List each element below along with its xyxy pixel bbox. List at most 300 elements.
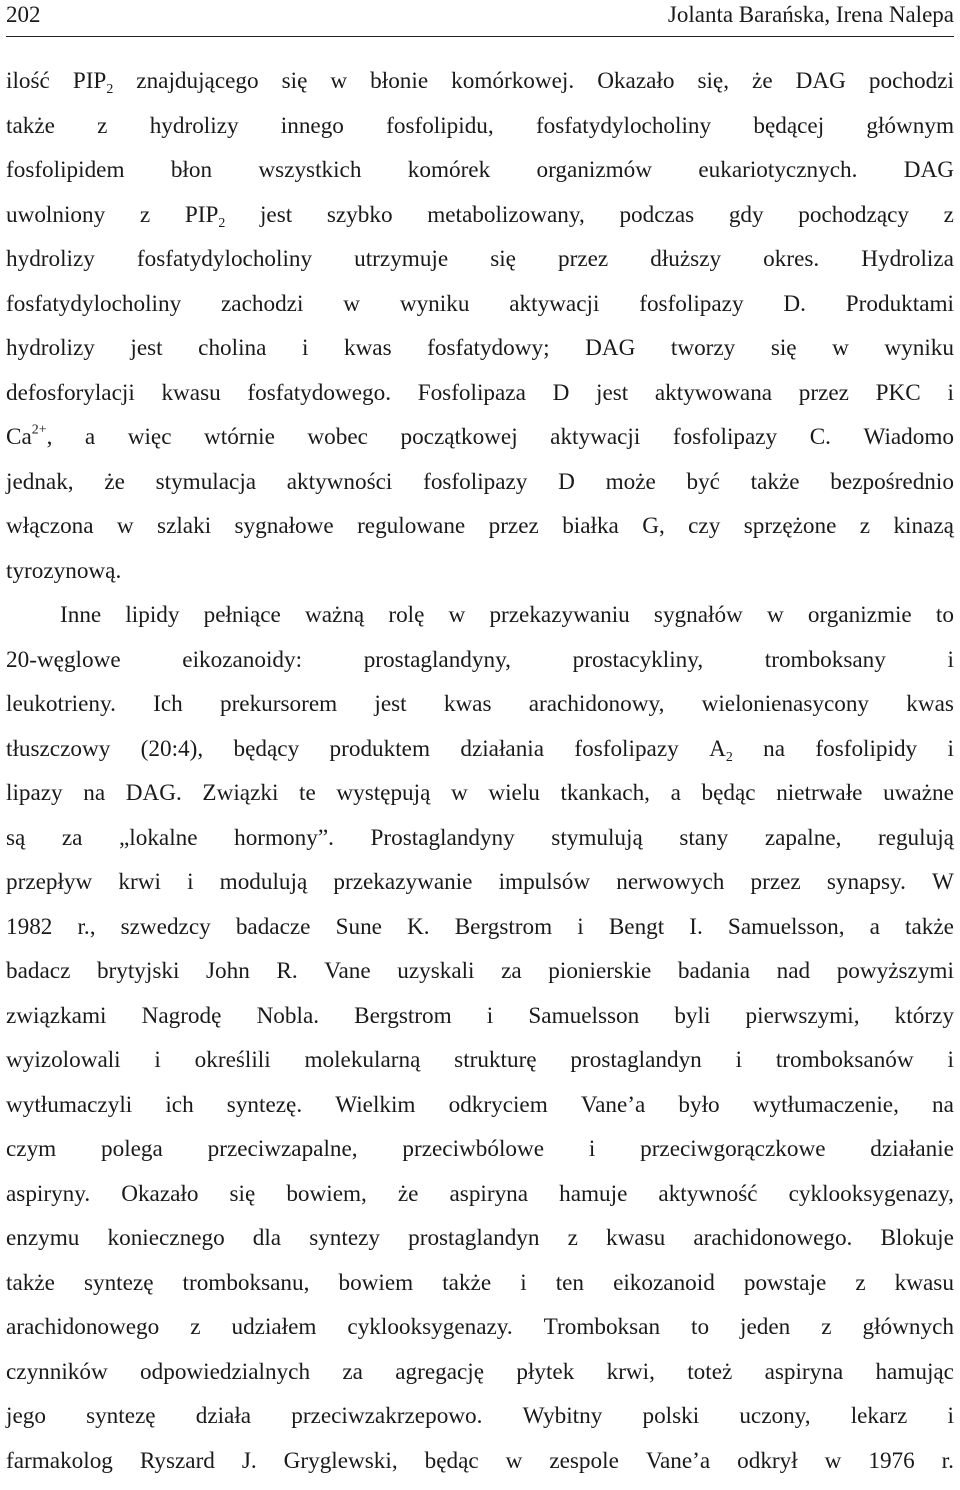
word: i xyxy=(948,645,954,690)
word: jest xyxy=(130,333,162,378)
word: DAG xyxy=(585,333,635,378)
word: na xyxy=(932,1090,954,1135)
word: byli xyxy=(674,1001,710,1046)
word: przepływ xyxy=(6,867,92,912)
word: włączona xyxy=(6,511,94,556)
word: Ich xyxy=(153,689,183,734)
word: syntezę. xyxy=(227,1090,302,1135)
word: czy xyxy=(688,511,720,556)
word: arachidonowy, xyxy=(529,689,665,734)
word: stany xyxy=(679,823,728,868)
word: sygnałów xyxy=(654,600,743,645)
word: fosfatydylocholiny xyxy=(6,289,181,334)
word: Sune xyxy=(336,912,382,957)
word: wielu xyxy=(488,778,540,823)
word: kwasu xyxy=(895,1268,954,1313)
word: $Ca^{2+}$, xyxy=(6,422,52,467)
word: i xyxy=(589,1134,595,1179)
word: to xyxy=(936,600,954,645)
word: Bengt xyxy=(609,912,664,957)
word: fosfolipazy xyxy=(574,734,678,779)
word: sprzężone xyxy=(744,511,837,556)
word: szlaki xyxy=(157,511,211,556)
text-line xyxy=(6,823,954,868)
text-line xyxy=(6,200,954,245)
word: Inne xyxy=(60,600,101,645)
text-line xyxy=(6,1090,954,1135)
word: w xyxy=(832,333,849,378)
word: koniecznego xyxy=(108,1223,225,1268)
word: W xyxy=(932,867,954,912)
word: było xyxy=(678,1090,719,1135)
word: się xyxy=(282,66,308,111)
word: się, xyxy=(697,66,729,111)
word: występują xyxy=(336,778,430,823)
word: hydrolizy xyxy=(150,111,239,156)
word: strukturę xyxy=(454,1045,536,1090)
word: aktywacji xyxy=(509,289,599,334)
word: i xyxy=(487,1001,493,1046)
word: fosfolipidem xyxy=(6,155,125,200)
word: PKC xyxy=(876,378,921,423)
word: dla xyxy=(253,1223,281,1268)
word: 20-węglowe xyxy=(6,645,121,690)
word: działania xyxy=(460,734,544,779)
word: fosfolipidu, xyxy=(386,111,494,156)
word: Ryszard xyxy=(140,1446,215,1490)
word: przeciwbólowe xyxy=(402,1134,544,1179)
word: „lokalne xyxy=(119,823,198,868)
word: odkryciem xyxy=(449,1090,548,1135)
word: impulsów xyxy=(499,867,590,912)
word: enzymu xyxy=(6,1223,79,1268)
word: głównych xyxy=(863,1312,954,1357)
word: Samuelsson, xyxy=(728,912,845,957)
word: jeden xyxy=(740,1312,790,1357)
word: będący xyxy=(234,734,300,779)
word: przez xyxy=(799,378,849,423)
word: r., xyxy=(77,912,95,957)
text-line xyxy=(6,467,954,512)
word: i xyxy=(948,734,954,779)
word: wielonienasycony xyxy=(702,689,869,734)
word: wszystkich xyxy=(258,155,361,200)
word: syntezy xyxy=(309,1223,380,1268)
word: bowiem xyxy=(338,1268,413,1313)
word: komórek xyxy=(408,155,490,200)
word: może xyxy=(606,467,656,512)
running-head-authors: Jolanta Barańska, Irena Nalepa xyxy=(668,2,954,28)
word: to xyxy=(691,1312,709,1357)
word: i xyxy=(577,912,583,957)
text-line xyxy=(6,1045,954,1090)
word: także xyxy=(905,912,954,957)
word: na xyxy=(83,778,105,823)
text-line xyxy=(6,289,954,334)
word: utrzymuje xyxy=(354,244,448,289)
word: wyizolowali xyxy=(6,1045,121,1090)
word: R. xyxy=(276,956,297,1001)
text-line xyxy=(6,689,954,734)
word: hydrolizy xyxy=(6,244,95,289)
word: Hydroliza xyxy=(861,244,954,289)
word: powyższymi xyxy=(837,956,954,1001)
word: i xyxy=(187,867,193,912)
word: defosforylacji xyxy=(6,378,135,423)
word: fosfolipazy xyxy=(673,422,777,467)
text-line xyxy=(6,244,954,289)
word: tworzy xyxy=(671,333,735,378)
text-line xyxy=(6,912,954,957)
word: 1982 xyxy=(6,912,52,957)
word: szwedzcy xyxy=(121,912,211,957)
word: związkami xyxy=(6,1001,106,1046)
word: jego xyxy=(6,1401,46,1446)
word: lipidy xyxy=(125,600,179,645)
word: $PIP_2$ xyxy=(73,66,113,111)
word: organizmie xyxy=(808,600,912,645)
word: G, xyxy=(642,511,665,556)
word: jest xyxy=(374,689,406,734)
text-line xyxy=(6,600,954,645)
word: tkankach, xyxy=(560,778,650,823)
word: czynników xyxy=(6,1357,108,1402)
word: kwasu xyxy=(161,378,220,423)
word: jest xyxy=(260,200,292,245)
word: i xyxy=(520,1268,526,1313)
word: pierwszymi, xyxy=(746,1001,860,1046)
word: a xyxy=(870,912,880,957)
word: nietrwałe xyxy=(776,778,862,823)
word: uczony, xyxy=(739,1401,810,1446)
word: także xyxy=(442,1268,491,1313)
word: przekazywanie xyxy=(333,867,472,912)
word: leukotrieny. xyxy=(6,689,116,734)
word: regulują xyxy=(878,823,954,868)
word: kinazą xyxy=(893,511,954,556)
word: powstaje xyxy=(744,1268,826,1313)
word: z xyxy=(821,1312,831,1357)
word: będąc xyxy=(425,1446,479,1490)
text-line xyxy=(6,1357,954,1402)
word: że xyxy=(398,1179,419,1224)
word: I. xyxy=(689,912,703,957)
word: hydrolizy xyxy=(6,333,95,378)
word: początkowej xyxy=(400,422,517,467)
word: w xyxy=(117,511,134,556)
word: pionierskie xyxy=(548,956,651,1001)
word: w xyxy=(506,1446,523,1490)
word: J. xyxy=(242,1446,257,1490)
word: pełniące xyxy=(204,600,281,645)
word: aspiryny. xyxy=(6,1179,90,1224)
text-line xyxy=(6,1401,954,1446)
word: i xyxy=(302,333,308,378)
word: kwasu xyxy=(606,1223,665,1268)
word: badacze xyxy=(236,912,311,957)
word: D xyxy=(553,378,570,423)
word: Produktami xyxy=(846,289,954,334)
word: działa xyxy=(196,1401,251,1446)
word: Vane xyxy=(324,956,370,1001)
word: K. xyxy=(407,912,430,957)
word: znajdującego xyxy=(136,66,258,111)
word: fosfolipazy xyxy=(423,467,527,512)
word: którzy xyxy=(895,1001,954,1046)
word: wytłumaczenie, xyxy=(753,1090,899,1135)
word: Blokuje xyxy=(880,1223,953,1268)
word: ważną xyxy=(305,600,364,645)
word: białka xyxy=(562,511,619,556)
word: w xyxy=(825,1446,842,1490)
word: prostaglandyn xyxy=(408,1223,539,1268)
word: prostaglandyny, xyxy=(364,645,511,690)
word: będącej xyxy=(753,111,824,156)
word: za xyxy=(342,1357,363,1402)
word: a xyxy=(85,422,95,467)
word: także xyxy=(6,111,55,156)
word: John xyxy=(206,956,250,1001)
word: zapalne, xyxy=(765,823,842,868)
word: za xyxy=(501,956,522,1001)
word: aktywność xyxy=(658,1179,757,1224)
word: produktem xyxy=(330,734,430,779)
word: metabolizowany, xyxy=(427,200,585,245)
word: te xyxy=(299,778,316,823)
text-line xyxy=(6,956,954,1001)
text-line xyxy=(6,111,954,156)
text-line xyxy=(6,1134,954,1179)
word: Samuelsson xyxy=(528,1001,639,1046)
word: $A_2$ xyxy=(709,734,733,779)
word: eukariotycznych. xyxy=(698,155,857,200)
word: i xyxy=(154,1045,160,1090)
word: brytyjski xyxy=(97,956,179,1001)
word: regulowane xyxy=(357,511,465,556)
word: się xyxy=(490,244,516,289)
word: rolę xyxy=(388,600,424,645)
word: gdy xyxy=(729,200,764,245)
word: tłuszczowy xyxy=(6,734,110,779)
word: arachidonowego xyxy=(6,1312,159,1357)
word: agregację xyxy=(395,1357,484,1402)
word: fosfatydowy; xyxy=(427,333,549,378)
word: polski xyxy=(642,1401,699,1446)
word: sygnałowe xyxy=(235,511,334,556)
word: Vane’a xyxy=(646,1446,710,1490)
word: r. xyxy=(942,1446,954,1490)
word: być xyxy=(686,467,719,512)
word: eikozanoid xyxy=(613,1268,715,1313)
word: hamuje xyxy=(559,1179,627,1224)
word: w xyxy=(449,600,466,645)
word: komórkowej. xyxy=(451,66,574,111)
word: synapsy. xyxy=(827,867,906,912)
word: eikozanoidy: xyxy=(182,645,302,690)
word: okres. xyxy=(763,244,819,289)
word: ich xyxy=(165,1090,193,1135)
text-line xyxy=(6,645,954,690)
word: prostacykliny, xyxy=(573,645,704,690)
word: określili xyxy=(195,1045,271,1090)
word: aspiryna xyxy=(765,1357,844,1402)
word: krwi, xyxy=(607,1357,655,1402)
word: fosfatydowego. xyxy=(247,378,391,423)
word: tromboksany xyxy=(765,645,886,690)
text-line xyxy=(6,1312,954,1357)
word: prekursorem xyxy=(220,689,337,734)
word: cholina xyxy=(198,333,266,378)
word: więc xyxy=(128,422,172,467)
word: że xyxy=(752,66,773,111)
word: przeciwzakrzepowo. xyxy=(291,1401,482,1446)
word: jednak, xyxy=(6,467,74,512)
word: Bergstrom xyxy=(455,912,552,957)
word: że xyxy=(104,467,125,512)
text-line xyxy=(6,556,954,601)
word: głównym xyxy=(866,111,954,156)
page-header xyxy=(6,0,954,37)
word: nerwowych xyxy=(616,867,724,912)
word: dłuższy xyxy=(650,244,721,289)
word: modulują xyxy=(220,867,308,912)
word: Nagrodę xyxy=(142,1001,222,1046)
word: tyrozynową. xyxy=(6,556,121,601)
word: podczas xyxy=(619,200,694,245)
word: błon xyxy=(171,155,212,200)
word: jest xyxy=(596,378,628,423)
word: udziałem xyxy=(231,1312,316,1357)
word: Związki xyxy=(202,778,278,823)
word: działanie xyxy=(870,1134,954,1179)
word: w xyxy=(767,600,784,645)
word: fosfatydylocholiny xyxy=(536,111,711,156)
word: szybko xyxy=(327,200,393,245)
word: toteż xyxy=(687,1357,732,1402)
word: i xyxy=(947,1401,953,1446)
word: przez xyxy=(558,244,608,289)
word: tromboksanów xyxy=(776,1045,914,1090)
word: Bergstrom xyxy=(354,1001,451,1046)
word: w xyxy=(343,289,360,334)
word: badania xyxy=(678,956,750,1001)
text-line xyxy=(6,1179,954,1224)
word: przekazywaniu xyxy=(489,600,629,645)
word: badacz xyxy=(6,956,70,1001)
word: C. xyxy=(810,422,831,467)
word: Okazało xyxy=(121,1179,198,1224)
word: Wybitny xyxy=(523,1401,603,1446)
word: z xyxy=(97,111,107,156)
text-line xyxy=(6,155,954,200)
word: wobec xyxy=(307,422,368,467)
word: Wiadomo xyxy=(863,422,954,467)
word: z xyxy=(190,1312,200,1357)
word: przeciwzapalne, xyxy=(208,1134,358,1179)
word: organizmów xyxy=(537,155,653,200)
word: Wielkim xyxy=(335,1090,415,1135)
word: zespole xyxy=(549,1446,619,1490)
word: będąc xyxy=(702,778,756,823)
word: z xyxy=(568,1223,578,1268)
word: wyniku xyxy=(400,289,470,334)
word: aktywacji xyxy=(550,422,640,467)
word: DAG xyxy=(796,66,846,111)
word: fosfatydylocholiny xyxy=(137,244,312,289)
word: aktywności xyxy=(287,467,393,512)
word: kwas xyxy=(906,689,954,734)
word: D xyxy=(558,467,575,512)
text-line xyxy=(6,422,954,467)
word: hamując xyxy=(875,1357,954,1402)
word: Fosfolipaza xyxy=(418,378,526,423)
word: z xyxy=(140,200,150,245)
word: lekarz xyxy=(851,1401,908,1446)
word: się xyxy=(230,1179,256,1224)
body-text xyxy=(6,66,954,1490)
word: uwolniony xyxy=(6,200,105,245)
word: nad xyxy=(777,956,810,1001)
word: Prostaglandyny xyxy=(370,823,514,868)
word: przez xyxy=(751,867,801,912)
word: farmakolog xyxy=(6,1446,113,1490)
word: odpowiedzialnych xyxy=(140,1357,310,1402)
word: polega xyxy=(101,1134,163,1179)
word: $PIP_2$ xyxy=(185,200,225,245)
word: molekularną xyxy=(304,1045,420,1090)
word: aktywowana xyxy=(655,378,772,423)
word: aspiryna xyxy=(450,1179,529,1224)
word: bowiem, xyxy=(286,1179,367,1224)
text-line xyxy=(6,378,954,423)
word: na xyxy=(763,734,785,779)
word: Tromboksan xyxy=(544,1312,660,1357)
word: i xyxy=(947,1045,953,1090)
word: wtórnie xyxy=(204,422,275,467)
word: także xyxy=(751,467,800,512)
word: z xyxy=(944,200,954,245)
word: D. xyxy=(783,289,806,334)
word: w xyxy=(330,66,347,111)
word: przez xyxy=(489,511,539,556)
word: tromboksanu, xyxy=(183,1268,310,1313)
word: (20:4), xyxy=(141,734,203,779)
word: prostaglandyn xyxy=(570,1045,701,1090)
word: Gryglewski, xyxy=(284,1446,398,1490)
word: syntezę xyxy=(84,1268,154,1313)
word: kwas xyxy=(444,689,492,734)
word: fosfolipazy xyxy=(639,289,743,334)
word: hormony”. xyxy=(234,823,334,868)
word: wytłumaczyli xyxy=(6,1090,132,1135)
word: Nobla. xyxy=(257,1001,319,1046)
word: z xyxy=(855,1268,865,1313)
word: czym xyxy=(6,1134,56,1179)
word: a xyxy=(671,778,681,823)
text-line xyxy=(6,66,954,111)
word: DAG. xyxy=(126,778,182,823)
word: są xyxy=(6,823,25,868)
text-line xyxy=(6,1223,954,1268)
word: cyklooksygenazy, xyxy=(789,1179,954,1224)
word: 1976 xyxy=(868,1446,914,1490)
text-line xyxy=(6,1001,954,1046)
word: Vane’a xyxy=(581,1090,645,1135)
word: krwi xyxy=(118,867,161,912)
word: arachidonowego. xyxy=(693,1223,852,1268)
page-number: 202 xyxy=(6,2,41,28)
text-line xyxy=(6,511,954,556)
